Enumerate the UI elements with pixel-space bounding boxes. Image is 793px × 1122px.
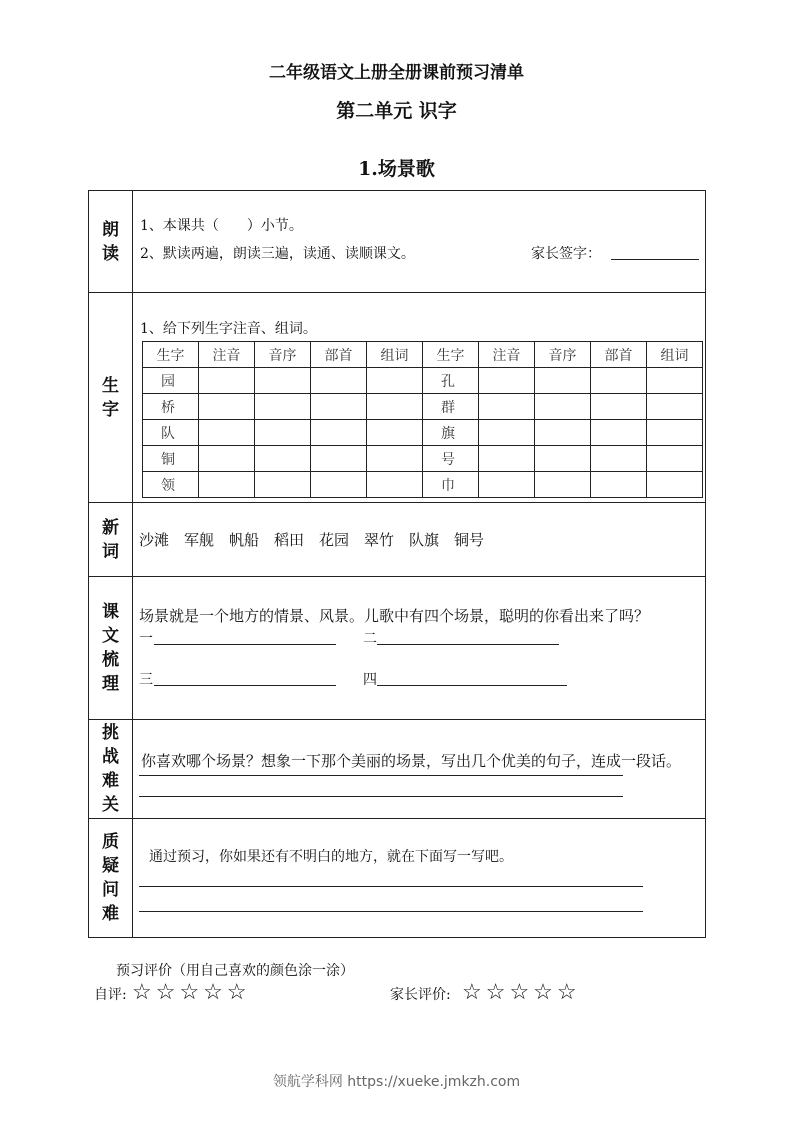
challenge-prompt: 你喜欢哪个场景？想象一下那个美丽的场景，写出几个优美的句子，连成一段话。 (141, 752, 682, 770)
worksheet-title: 二年级语文上册全册课前预习清单 (269, 63, 524, 83)
table-row: 园 孔 (143, 368, 703, 394)
characters-grid (142, 341, 703, 498)
table-row: 桥 群 (143, 394, 703, 420)
characters-section (89, 293, 705, 503)
unit-title: 第二单元 识字 (336, 100, 457, 122)
text-outline-label: 课 文 梳 理 (89, 577, 133, 719)
scene-1-field[interactable] (154, 644, 336, 645)
parent-evaluation-label: 家长评价: (390, 987, 451, 1003)
reading-section (89, 191, 705, 293)
text-outline-section (89, 577, 705, 720)
self-rating-stars[interactable]: ☆☆☆☆☆ (132, 980, 251, 1005)
characters-label: 生 字 (89, 293, 133, 502)
scene-2-field[interactable] (377, 644, 559, 645)
challenge-label: 挑 战 难 关 (89, 720, 133, 818)
self-evaluation-label: 自评: (94, 987, 127, 1003)
parent-signature-label: 家长签字： (531, 246, 601, 262)
characters-header-row: 生字 注音 音序 部首 组词 生字 注音 音序 部首 组词 (143, 342, 703, 368)
new-words-list: 沙滩 军舰 帆船 稻田 花园 翠竹 队旗 铜号 (139, 531, 485, 549)
questions-answer-line-1[interactable] (139, 886, 643, 887)
challenge-answer-line-1[interactable] (139, 775, 623, 776)
worksheet-table (88, 190, 706, 938)
challenge-answer-line-2[interactable] (139, 796, 623, 797)
lesson-title: 1.场景歌 (358, 158, 435, 180)
questions-prompt: 通过预习，你如果还有不明白的地方，就在下面写一写吧。 (149, 849, 513, 865)
reading-label: 朗 读 (89, 191, 133, 292)
questions-section (89, 819, 705, 937)
table-row: 领 巾 (143, 472, 703, 498)
footer-watermark: 领航学科网 https://xueke.jmkzh.com (272, 1074, 521, 1090)
scene-2-label: 二 (363, 631, 377, 647)
table-row: 队 旗 (143, 420, 703, 446)
parent-signature-field[interactable] (611, 259, 699, 260)
new-words-section (89, 503, 705, 577)
scene-3-field[interactable] (154, 685, 336, 686)
scene-4-field[interactable] (377, 685, 567, 686)
reading-line-2: 2、默读两遍，朗读三遍，读通、读顺课文。 (140, 246, 415, 262)
text-outline-question: 场景就是一个地方的情景、风景。儿歌中有四个场景，聪明的你看出来了吗？ (139, 607, 650, 625)
table-row: 铜 号 (143, 446, 703, 472)
scene-1-label: 一 (139, 631, 153, 647)
evaluation-title: 预习评价（用自己喜欢的颜色涂一涂） (116, 963, 354, 979)
new-words-label: 新 词 (89, 503, 133, 576)
parent-rating-stars[interactable]: ☆☆☆☆☆ (462, 980, 581, 1005)
characters-instruction: 1、给下列生字注音、组词。 (140, 321, 317, 337)
scene-4-label: 四 (363, 672, 377, 688)
questions-answer-line-2[interactable] (139, 911, 643, 912)
questions-label: 质 疑 问 难 (89, 819, 133, 937)
reading-line-1: 1、本课共（ ）小节。 (140, 218, 303, 234)
challenge-section (89, 720, 705, 819)
scene-3-label: 三 (139, 672, 153, 688)
